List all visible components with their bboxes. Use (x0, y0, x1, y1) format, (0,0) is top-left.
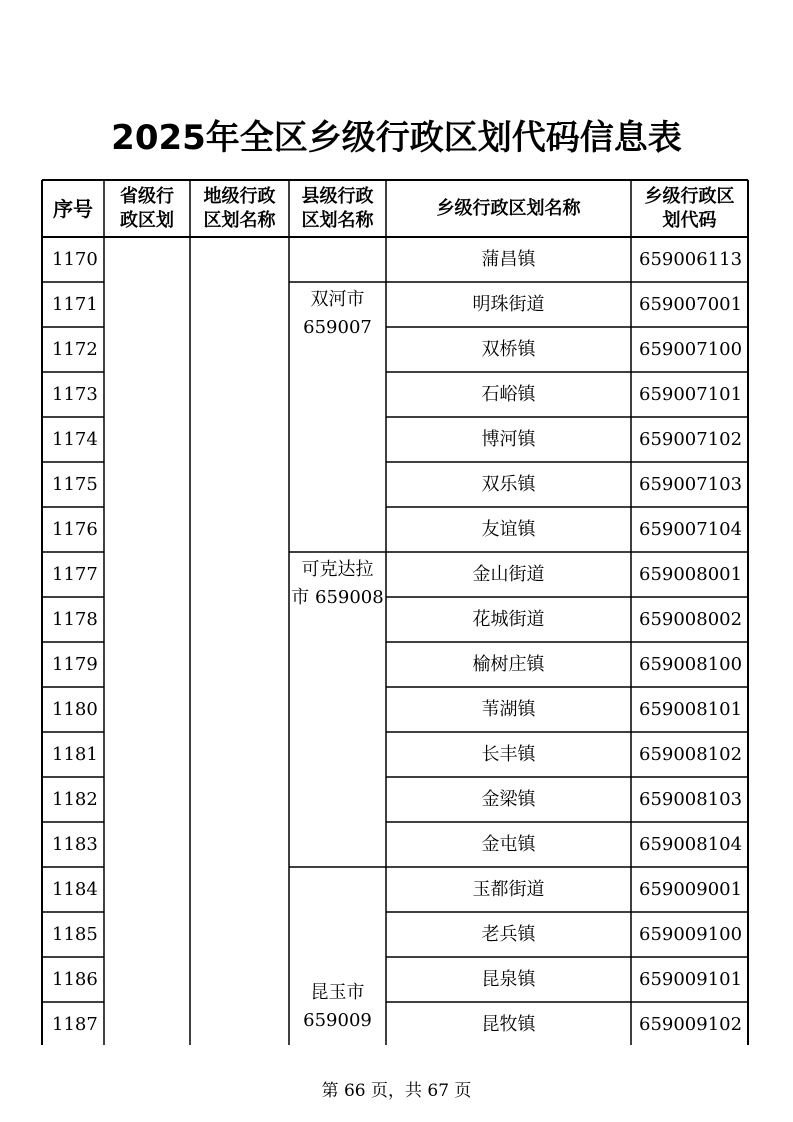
township-name: 博河镇 (481, 429, 536, 450)
township-name: 玉都街道 (472, 879, 545, 900)
page-title: 2025年全区乡级行政区划代码信息表 (111, 118, 682, 158)
township-code: 659008002 (639, 609, 743, 630)
row-number: 1180 (52, 699, 98, 720)
column-header: 乡级行政区划名称 (436, 197, 581, 219)
township-name: 金梁镇 (481, 789, 536, 810)
township-code: 659008102 (639, 744, 743, 765)
township-name: 老兵镇 (481, 924, 536, 945)
row-number: 1170 (52, 249, 98, 270)
township-name: 榆树庄镇 (472, 654, 545, 675)
row-number: 1171 (52, 294, 98, 315)
township-code: 659008104 (639, 834, 743, 855)
township-name: 昆泉镇 (481, 969, 536, 990)
row-number: 1184 (52, 879, 98, 900)
row-number: 1172 (52, 339, 98, 360)
row-number: 1181 (52, 744, 98, 765)
township-code: 659006113 (639, 249, 743, 270)
column-header: 乡级行政区 划代码 (644, 185, 735, 231)
township-code: 659007102 (639, 429, 743, 450)
township-code: 659007104 (639, 519, 743, 540)
row-number: 1176 (52, 519, 98, 540)
township-name: 苇湖镇 (481, 699, 536, 720)
county-name: 昆玉市 659009 (303, 982, 372, 1031)
column-header: 县级行政 区划名称 (301, 185, 374, 231)
township-code: 659008100 (639, 654, 743, 675)
township-name: 蒲昌镇 (481, 249, 536, 270)
row-number: 1187 (52, 1014, 98, 1035)
township-name: 友谊镇 (481, 519, 536, 540)
row-number: 1182 (52, 789, 98, 810)
township-code: 659007103 (639, 474, 743, 495)
county-name: 可克达拉 市 659008 (291, 559, 384, 608)
county-name (289, 237, 386, 282)
township-name: 花城街道 (472, 609, 545, 630)
row-number: 1185 (52, 924, 98, 945)
row-number: 1186 (52, 969, 98, 990)
township-code: 659007001 (639, 294, 743, 315)
column-header: 地级行政 区划名称 (203, 185, 276, 231)
township-code: 659007101 (639, 384, 743, 405)
township-code: 659008103 (639, 789, 743, 810)
township-code: 659009102 (639, 1014, 743, 1035)
township-name: 明珠街道 (472, 294, 545, 315)
township-code: 659008101 (639, 699, 743, 720)
row-number: 1177 (52, 564, 98, 585)
county-name: 双河市 659007 (303, 289, 372, 338)
column-header: 省级行 政区划 (120, 185, 174, 231)
township-name: 金山街道 (472, 564, 545, 585)
township-code: 659009101 (639, 969, 743, 990)
township-name: 双桥镇 (481, 339, 536, 360)
township-name: 金屯镇 (481, 834, 536, 855)
township-name: 双乐镇 (481, 474, 536, 495)
page-footer: 第 66 页，共 67 页 (321, 1081, 472, 1101)
row-number: 1173 (52, 384, 98, 405)
township-code: 659008001 (639, 564, 743, 585)
township-code: 659007100 (639, 339, 743, 360)
row-number: 1175 (52, 474, 98, 495)
township-name: 石峪镇 (481, 384, 536, 405)
row-number: 1178 (52, 609, 98, 630)
row-number: 1174 (52, 429, 98, 450)
row-number: 1183 (52, 834, 98, 855)
row-number: 1179 (52, 654, 98, 675)
township-name: 昆牧镇 (481, 1014, 536, 1035)
township-name: 长丰镇 (481, 744, 536, 765)
township-code: 659009001 (639, 879, 743, 900)
township-code: 659009100 (639, 924, 743, 945)
column-header: 序号 (53, 196, 93, 221)
